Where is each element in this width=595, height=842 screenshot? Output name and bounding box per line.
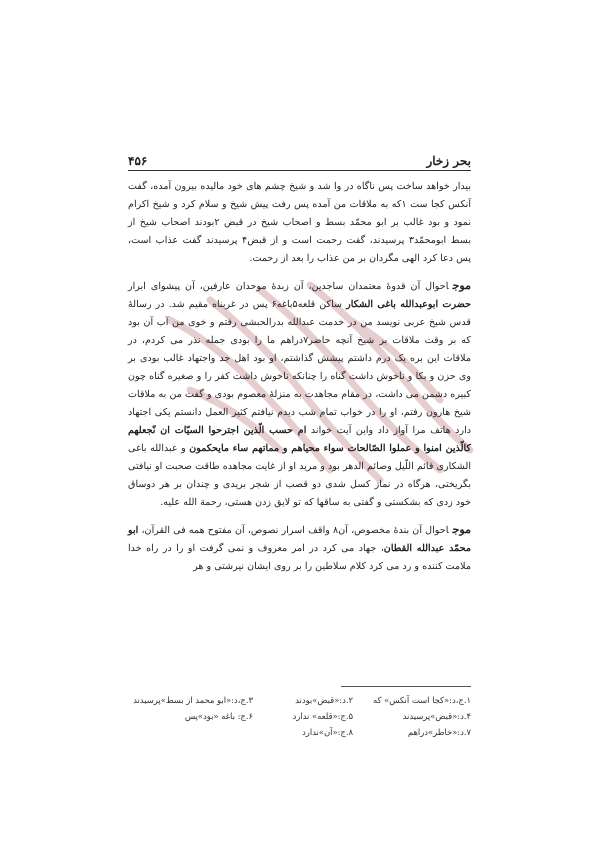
header-rule [128,170,471,171]
footnote-rule [341,686,471,687]
footnote: ۶.ج: باغه «بود»پس [184,711,253,721]
quran-verse: ام حسب الّذین اجترحوا السیّات ان نّجعلهم کالّذین امنوا و عملوا الصّالحات سواء محیاهم و مماتهم ساء مایحکمون [128,425,472,454]
section-marker: موج [452,523,471,536]
footnote: ۴.د:«قبض»پرسیدند [402,711,471,721]
paragraph-3-text-b: ، جهاد می کرد در امر معروف و نمی گرفت او را در راه خدا ملامت کننده و رد می کرد کلام سلاطین را بر روی ایشان نیرشتی و هر [128,543,471,572]
footnote: ۱.ج،د:«کجا است آنکس» که [372,695,471,705]
paragraph-3 [128,521,471,576]
footnote: ۵.ج:«قلعه» ندارد [292,711,353,721]
saint-name: حضرت ابوعبدالله باغی الشکار [346,299,471,310]
footnote: ۲.د:«قبض»بودند [295,695,353,705]
footnote-row [128,724,471,740]
footnotes [128,692,471,740]
body-text [128,178,471,576]
footnote: ۷.د:«خاطر»دراهم [407,727,471,737]
paragraph-2-text-c: و عبدالله باغی الشکاری قائم اللّیل وصائم الدهر بود و مرید او از غایت مجاهده طاقت صحبت او نیافتی بگریختی، هرگاه در نماز کسل شدی دو قصب از شجر بریدی و چندان بر هر دوساق خود زدی که بشکستی و گفتی به ساقها که تو لایق زدن هستی، رحمة الله علیه. [128,443,471,508]
paragraph-2-text-b: ساکن قلعه۵باغه۶ پس در غربناه مقیم شد. در رسالهٔ قدس شیخ عربی نویسد من در خدمت عبدالله بدرالحبشی رفتم و خوی من آب آن بود که بر وقت ملاقات بر شیخ آنچه حاضر۷دراهم ما را بودی جمله نذر می کردم، در ملاقات این بره یک درم داشتم پیشش گذاشتم، او بود اهل جد واجتهاد غالب بودی بر وی حزن و بکا و ناخوش داشت گناه را چنانکه ناخوش داشت کفر را و صغیره گناه چون کبیره دشمن می داشت، در مقام مجاهدت به منزلهٔ معصوم بودی و گفت من به ملاقات شیخ هارون رفتم، او را در خواب تمام شب دیدم نیافتم کثیر العمل دانستم یکی اجتهاد دارد هاتف مرا آواز داد واین آیت خواند [128,299,472,436]
footnote-row [128,708,471,724]
saint-name: ابو محمّد عبدالله القطان [128,525,472,554]
paragraph-1: بیدار خواهد ساخت پس ناگاه در وا شد و شیخ چشم های خود مالیده بیرون آمده، گفت آنکس کجا ست ۱که به ملاقات من آمده پس رفت پیش شیخ و سلام کرد و شیخ اکرام نمود و بود غالب بر ابو محمّد بسط و اصحاب شیخ در قبض ۲بودند اصحاب شیخ از بسط ابومحمّد۳ پرسیدند، گفت رحمت است و از قبض۴ پرسیدند گفت عذاب است، پس دعا کرد الهی مگردان بر من عذاب را بعد از رحمت. [128,181,472,264]
page-number: ۴۵۶ [128,154,148,168]
paragraph-2-text-a: احوال آن قدوهٔ معتمدان ساجدین، آن زبدهٔ موحدان عارفین، آن پیشوای ابرار [128,281,449,292]
paragraph-3-text-a: احوال آن بندهٔ مخصوص، آن۸ واقف اسرار نصوص، آن مفتوح همه فی القرآن، [138,525,449,536]
footnote: ۸.ج:«آن»ندارد [302,727,353,737]
section-marker: موج [452,279,471,292]
book-title: بحر زخار [426,154,471,168]
footnote-row [128,692,471,708]
running-head [128,148,471,168]
footnote [128,724,253,740]
paragraph-2 [128,277,471,512]
footnote: ۳.ج،د:«ابو محمد از بسط»پرسیدند [133,695,253,705]
